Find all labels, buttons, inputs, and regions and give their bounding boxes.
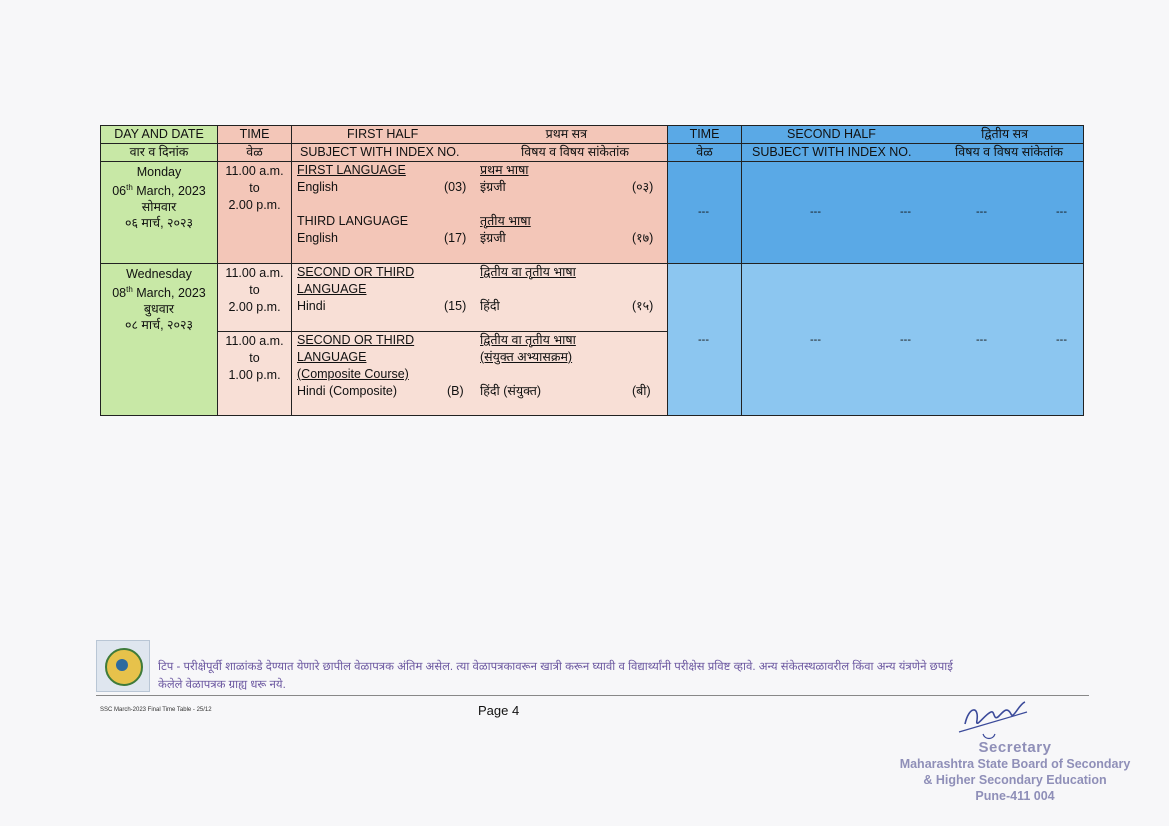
board-seal-icon [105, 648, 143, 686]
day1-second-time: --- [668, 162, 742, 264]
day1-second-subjects: --- --- --- --- [742, 162, 1084, 264]
day1-date-cell: Monday 06th March, 2023 सोमवार ०६ मार्च, २०२३ [101, 162, 218, 264]
day1-time-cell: 11.00 a.m. to 2.00 p.m. [218, 162, 292, 264]
day2-slot1-subjects: SECOND OR THIRD द्वितीय वा तृतीय भाषा LANGUAGE Hindi (15) हिंदी (१५) [292, 264, 668, 332]
footer-note: टिप - परीक्षेपूर्वी शाळांकडे देण्यात येणारे छापील वेळापत्रक अंतिम असेल. त्या वेळापत्रकावरून खात्री करून घ्यावी व विद्यार्थ्यांनी परीक्षेस प्रविष्ट व्हावे. अन्य संकेतस्थळावरील किंवा अन्य यंत्रणेने छपाई केलेले वेळापत्रक ग्राह्य धरू नये. [158, 661, 953, 691]
day2-second-time: --- [668, 264, 742, 416]
day2-slot2-time: 11.00 a.m. to 1.00 p.m. [218, 332, 292, 416]
document-code: SSC March-2023 Final Time Table - 25/12 [100, 707, 212, 713]
signature-icon [955, 694, 1035, 744]
day2-second-subjects: --- --- --- --- [742, 264, 1084, 416]
header-time-first: TIME [218, 126, 292, 144]
board-logo [96, 640, 150, 692]
header-first-half: FIRST HALF प्रथम सत्र [292, 126, 668, 144]
row-wednesday-slot1 [101, 264, 1084, 332]
header-second-half: SECOND HALF द्वितीय सत्र [742, 126, 1084, 144]
header-day-date: DAY AND DATE [101, 126, 218, 144]
header-time-second: TIME [668, 126, 742, 144]
day2-slot1-time: 11.00 a.m. to 2.00 p.m. [218, 264, 292, 332]
row-monday [101, 162, 1084, 264]
header-time-first-mr: वेळ [218, 144, 292, 162]
day1-subjects: FIRST LANGUAGE प्रथम भाषा English (03) इंग्रजी (०३) THIRD LANGUAGE तृतीय भाषा English (17) इंग्रजी (१७) [292, 162, 668, 264]
footer-divider [96, 695, 1089, 696]
header-day-date-mr: वार व दिनांक [101, 144, 218, 162]
header-subject-second: SUBJECT WITH INDEX NO. विषय व विषय सांकेतांक [742, 144, 1084, 162]
header-time-second-mr: वेळ [668, 144, 742, 162]
day2-slot2-subjects: SECOND OR THIRD द्वितीय वा तृतीय भाषा LANGUAGE (संयुक्त अभ्यासक्रम) (Composite Course) Hindi (Composite) (B) हिंदी (संयुक्त) (बी) [292, 332, 668, 416]
secretary-stamp: Secretary Maharashtra State Board of Secondary & Higher Secondary Education Pune-411 004 [899, 739, 1131, 803]
page-number: Page 4 [478, 703, 520, 718]
day2-date-cell: Wednesday 08th March, 2023 बुधवार ०८ मार्च, २०२३ [101, 264, 218, 416]
header-subject-first: SUBJECT WITH INDEX NO. विषय व विषय सांकेतांक [292, 144, 668, 162]
timetable [100, 125, 1084, 416]
